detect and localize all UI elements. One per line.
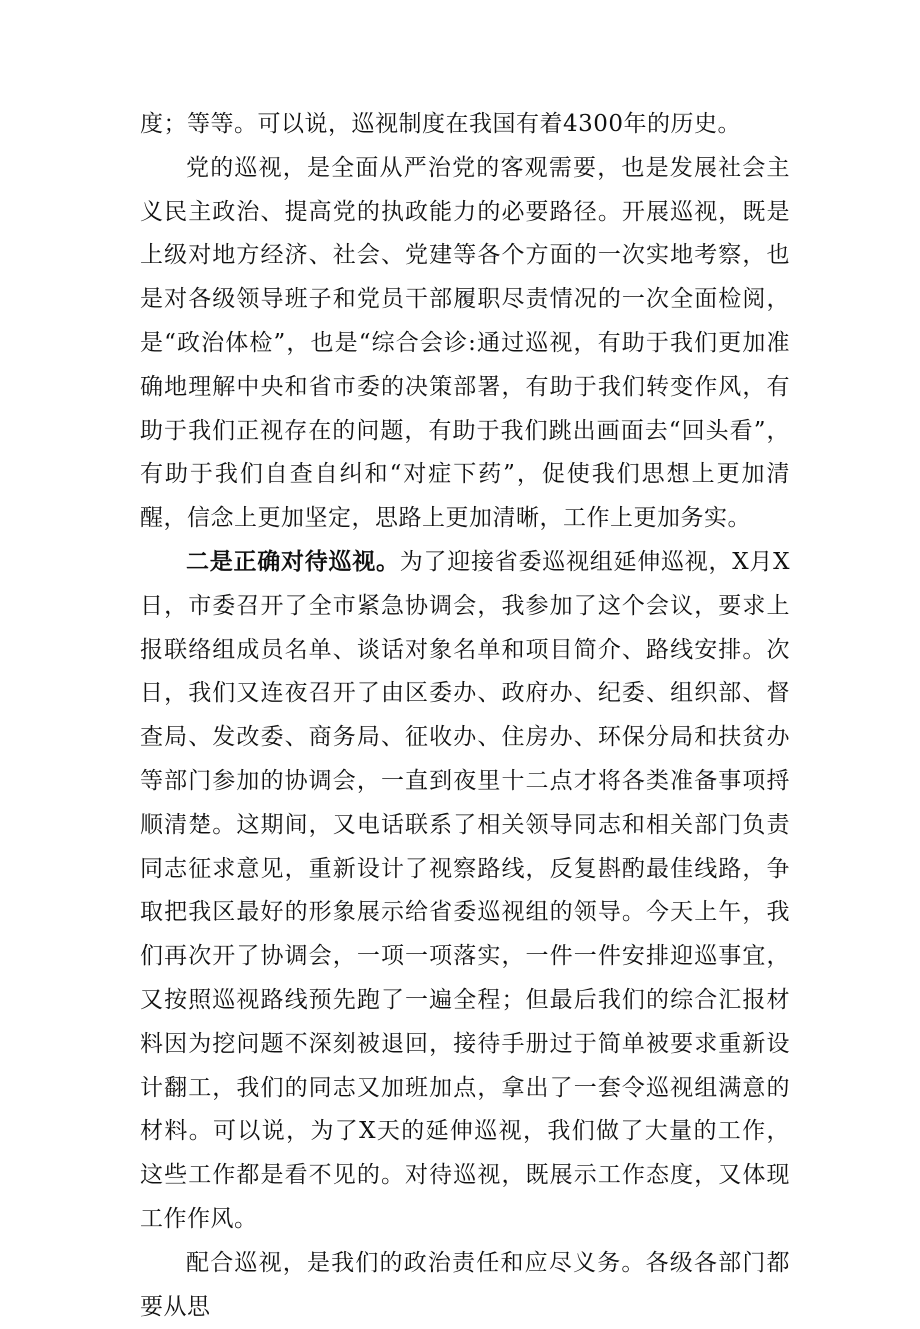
paragraph-4 xyxy=(140,1242,790,1329)
paragraph-4-text: 配合巡视，是我们的政治责任和应尽义务。各级各部门都要从思 xyxy=(140,1249,790,1320)
paragraph-2-text: 党的巡视，是全面从严治党的客观需要，也是发展社会主义民主政治、提高党的执政能力的必要路径。开展巡视，既是上级对地方经济、社会、党建等各个方面的一次实地考察，也是对各级领导班子和党员干部履职尽责情况的一次全面检阅，是“政治体检”，也是“综合会诊:通过巡视，有助于我们更加准确地理解中央和省市委的决策部署，有助于我们转变作风，有助于我们正视存在的问题，有助于我们跳出画面去“回头看”，有助于我们自查自纠和“对症下药”，促使我们思想上更加清醒，信念上更加坚定，思路上更加清晰，工作上更加务实。 xyxy=(140,154,790,532)
paragraph-3-text: 为了迎接省委巡视组延伸巡视，X月X日，市委召开了全市紧急协调会，我参加了这个会议，要求上报联络组成员名单、谈话对象名单和项目简介、路线安排。次日，我们又连夜召开了由区委办、政府办、纪委、组织部、督查局、发改委、商务局、征收办、住房办、环保分局和扶贫办等部门参加的协调会，一直到夜里十二点才将各类准备事项捋顺清楚。这期间，又电话联系了相关领导同志和相关部门负责同志征求意见，重新设计了视察路线，反复斟酌最佳线路，争取把我区最好的形象展示给省委巡视组的领导。今天上午，我们再次开了协调会，一项一项落实，一件一件安排迎巡事宜，又按照巡视路线预先跑了一遍全程；但最后我们的综合汇报材料因为挖问题不深刻被退回，接待手册过于简单被要求重新设计翻工，我们的同志又加班加点，拿出了一套令巡视组满意的材料。可以说，为了X天的延伸巡视，我们做了大量的工作，这些工作都是看不见的。对待巡视，既展示工作态度，又体现工作作风。 xyxy=(140,548,790,1232)
paragraph-3-heading: 二是正确对待巡视。 xyxy=(186,548,400,575)
document-page xyxy=(140,103,790,1329)
paragraph-1-text: 度；等等。可以说，巡视制度在我国有着4300年的历史。 xyxy=(140,111,742,137)
paragraph-2 xyxy=(140,147,790,541)
paragraph-1 xyxy=(140,103,790,147)
paragraph-3 xyxy=(140,541,790,1242)
